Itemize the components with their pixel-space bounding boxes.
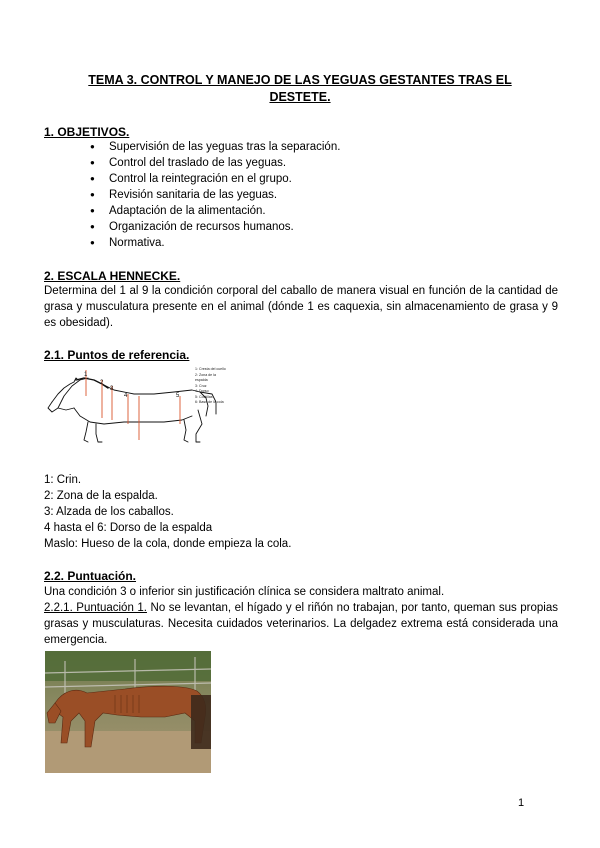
section-2-1-heading: 2.1. Puntos de referencia. — [44, 348, 190, 362]
list-item: 4 hasta el 6: Dorso de la espalda — [44, 522, 213, 534]
list-item: 1: Crin. — [44, 474, 82, 486]
legend-item: 2: Zona de la — [195, 372, 216, 377]
section-2-paragraph: Determina del 1 al 9 la condición corporal del caballo de manera visual en función de la cantidad de grasa y musculatura presente en el animal (dónde 1 es caquexia, sin almacenamiento de grasa y 9 es obesidad). — [44, 285, 558, 329]
reference-points-list — [44, 472, 291, 552]
legend-item: 1: Cresta del cuello — [195, 367, 226, 371]
section-2-2-heading: 2.2. Puntuación. — [44, 569, 137, 583]
score-1-label: 2.2.1. Puntuación 1. — [44, 602, 147, 614]
legend-item: 5: Costillas — [195, 394, 213, 399]
page-number: 1 — [518, 797, 525, 809]
list-item: Maslo: Hueso de la cola, donde empieza la cola. — [44, 538, 292, 550]
section-2-heading: 2. ESCALA HENNECKE. — [44, 269, 181, 283]
diagram-label-3: 3 — [110, 386, 114, 392]
diagram-label-2: 2 — [100, 380, 104, 386]
list-item: ● Supervisión de las yeguas tras la separación. — [90, 139, 340, 155]
list-item: ● Control del traslado de las yeguas. — [90, 155, 340, 171]
objectives-list — [90, 139, 340, 251]
list-item: ● Adaptación de la alimentación. — [90, 203, 340, 219]
diagram-legend — [195, 367, 226, 406]
document-title: TEMA 3. CONTROL Y MANEJO DE LAS YEGUAS GESTANTES TRAS EL DESTETE. — [88, 73, 512, 104]
score-1-paragraph — [44, 600, 558, 648]
legend-item: 4: Dorso — [195, 389, 209, 393]
diagram-label-5: 5 — [176, 393, 180, 399]
score-intro: Una condición 3 o inferior sin justificación clínica se considera maltrato animal. — [44, 586, 445, 598]
list-item: ● Control la reintegración en el grupo. — [90, 171, 340, 187]
diagram-label-4: 4 — [124, 393, 128, 399]
legend-item: espalda — [195, 378, 208, 382]
thin-horse-photo — [45, 651, 211, 773]
list-item: ● Revisión sanitaria de las yeguas. — [90, 187, 340, 203]
score-1-text: No se levantan, el hígado y el riñón no trabajan, por tanto, queman sus propias grasas y musculaturas. Necesita cuidados veterinarios. La delgadez extrema está considerada una emergencia. — [44, 602, 558, 646]
list-item: ● Organización de recursos humanos. — [90, 219, 340, 235]
list-item: ● Normativa. — [90, 235, 340, 251]
list-item: 2: Zona de la espalda. — [44, 490, 158, 502]
diagram-label-1: 1 — [84, 372, 88, 378]
section-1-heading: 1. OBJETIVOS. — [44, 125, 130, 139]
list-item: 3: Alzada de los caballos. — [44, 506, 174, 518]
legend-item: 3: Cruz — [195, 383, 207, 388]
legend-item: 6: Base de la cola — [195, 400, 224, 404]
